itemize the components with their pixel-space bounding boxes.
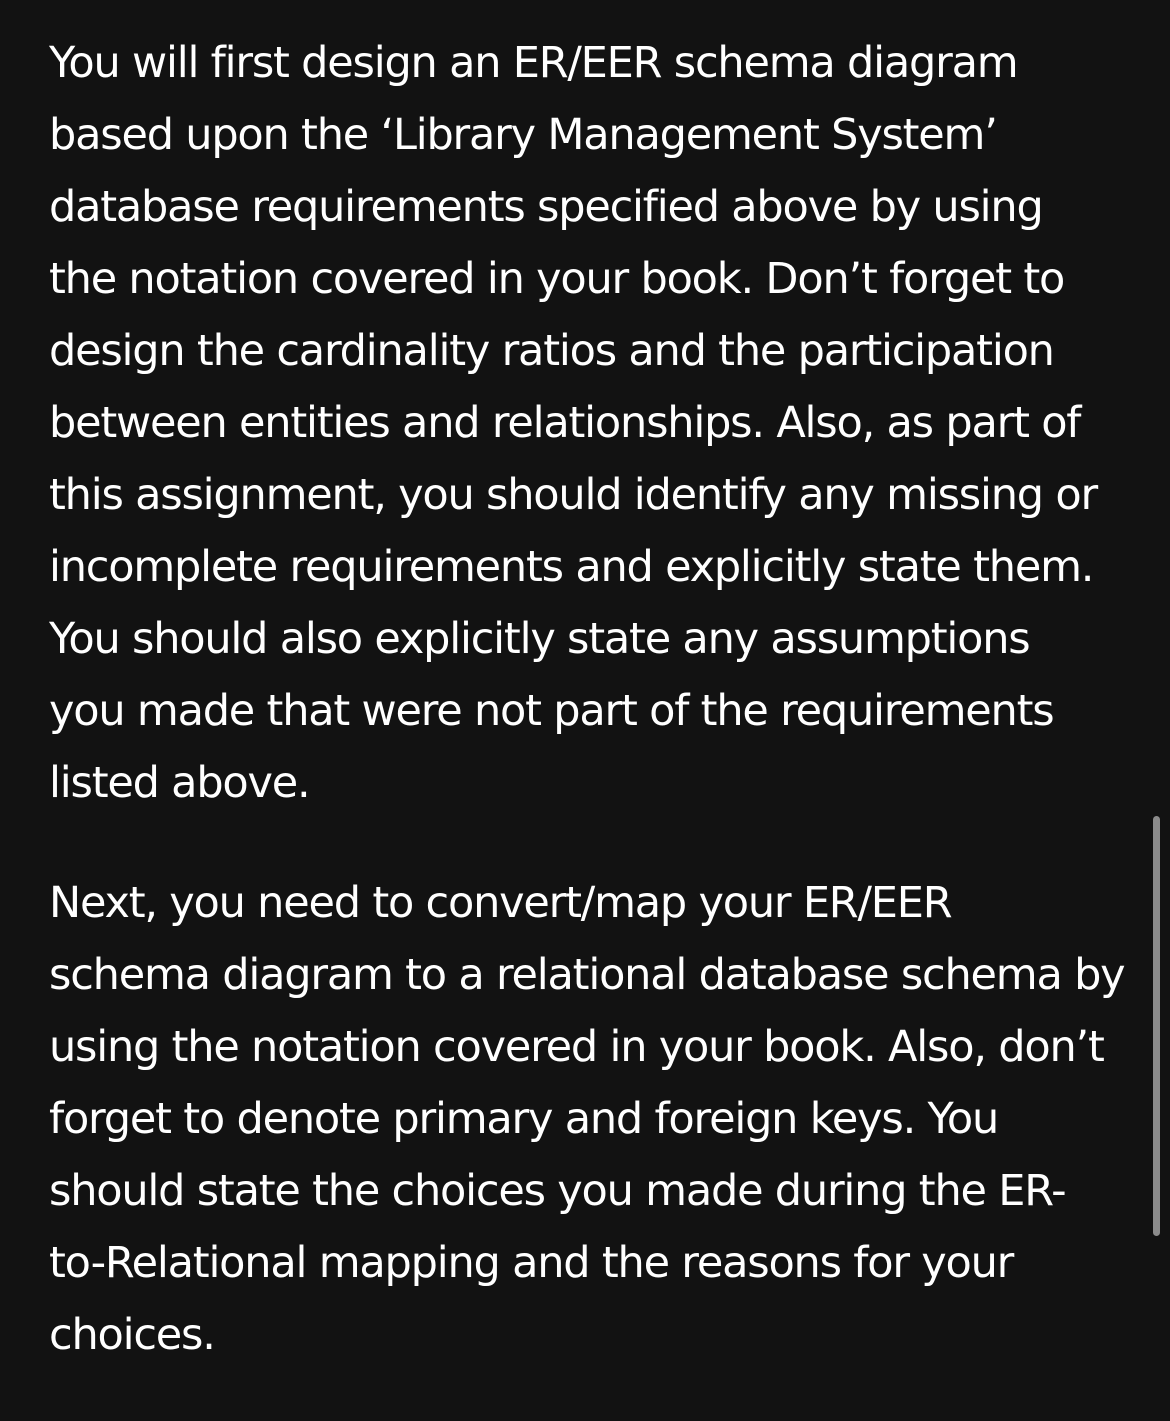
text-line: Next, you need to convert/map your ER/EER bbox=[49, 878, 952, 928]
vertical-scrollbar[interactable] bbox=[1153, 816, 1160, 1236]
text-line: incomplete requirements and explicitly state them. bbox=[49, 542, 1094, 592]
text-line: this assignment, you should identify any missing or bbox=[49, 470, 1097, 520]
text-line: to-Relational mapping and the reasons for your bbox=[49, 1238, 1014, 1288]
text-line: based upon the ‘Library Management System’ bbox=[49, 110, 997, 160]
text-line: the notation covered in your book. Don’t forget to bbox=[49, 254, 1065, 304]
paragraph-er-design bbox=[49, 27, 1144, 819]
text-line: you made that were not part of the requirements bbox=[49, 686, 1054, 736]
text-line: design the cardinality ratios and the participation bbox=[49, 326, 1054, 376]
text-line: You will first design an ER/EER schema diagram bbox=[49, 38, 1018, 88]
text-line: You should also explicitly state any assumptions bbox=[49, 614, 1030, 664]
document-content bbox=[49, 27, 1144, 1371]
text-line: forget to denote primary and foreign keys. You bbox=[49, 1094, 999, 1144]
text-line: using the notation covered in your book. Also, don’t bbox=[49, 1022, 1104, 1072]
text-line: should state the choices you made during the ER- bbox=[49, 1166, 1066, 1216]
text-line: schema diagram to a relational database schema by bbox=[49, 950, 1125, 1000]
text-line: listed above. bbox=[49, 758, 310, 808]
paragraph-spacer bbox=[49, 819, 1144, 867]
text-line: between entities and relationships. Also, as part of bbox=[49, 398, 1081, 448]
text-line: database requirements specified above by using bbox=[49, 182, 1043, 232]
paragraph-relational-mapping bbox=[49, 867, 1144, 1371]
text-line: choices. bbox=[49, 1310, 215, 1360]
